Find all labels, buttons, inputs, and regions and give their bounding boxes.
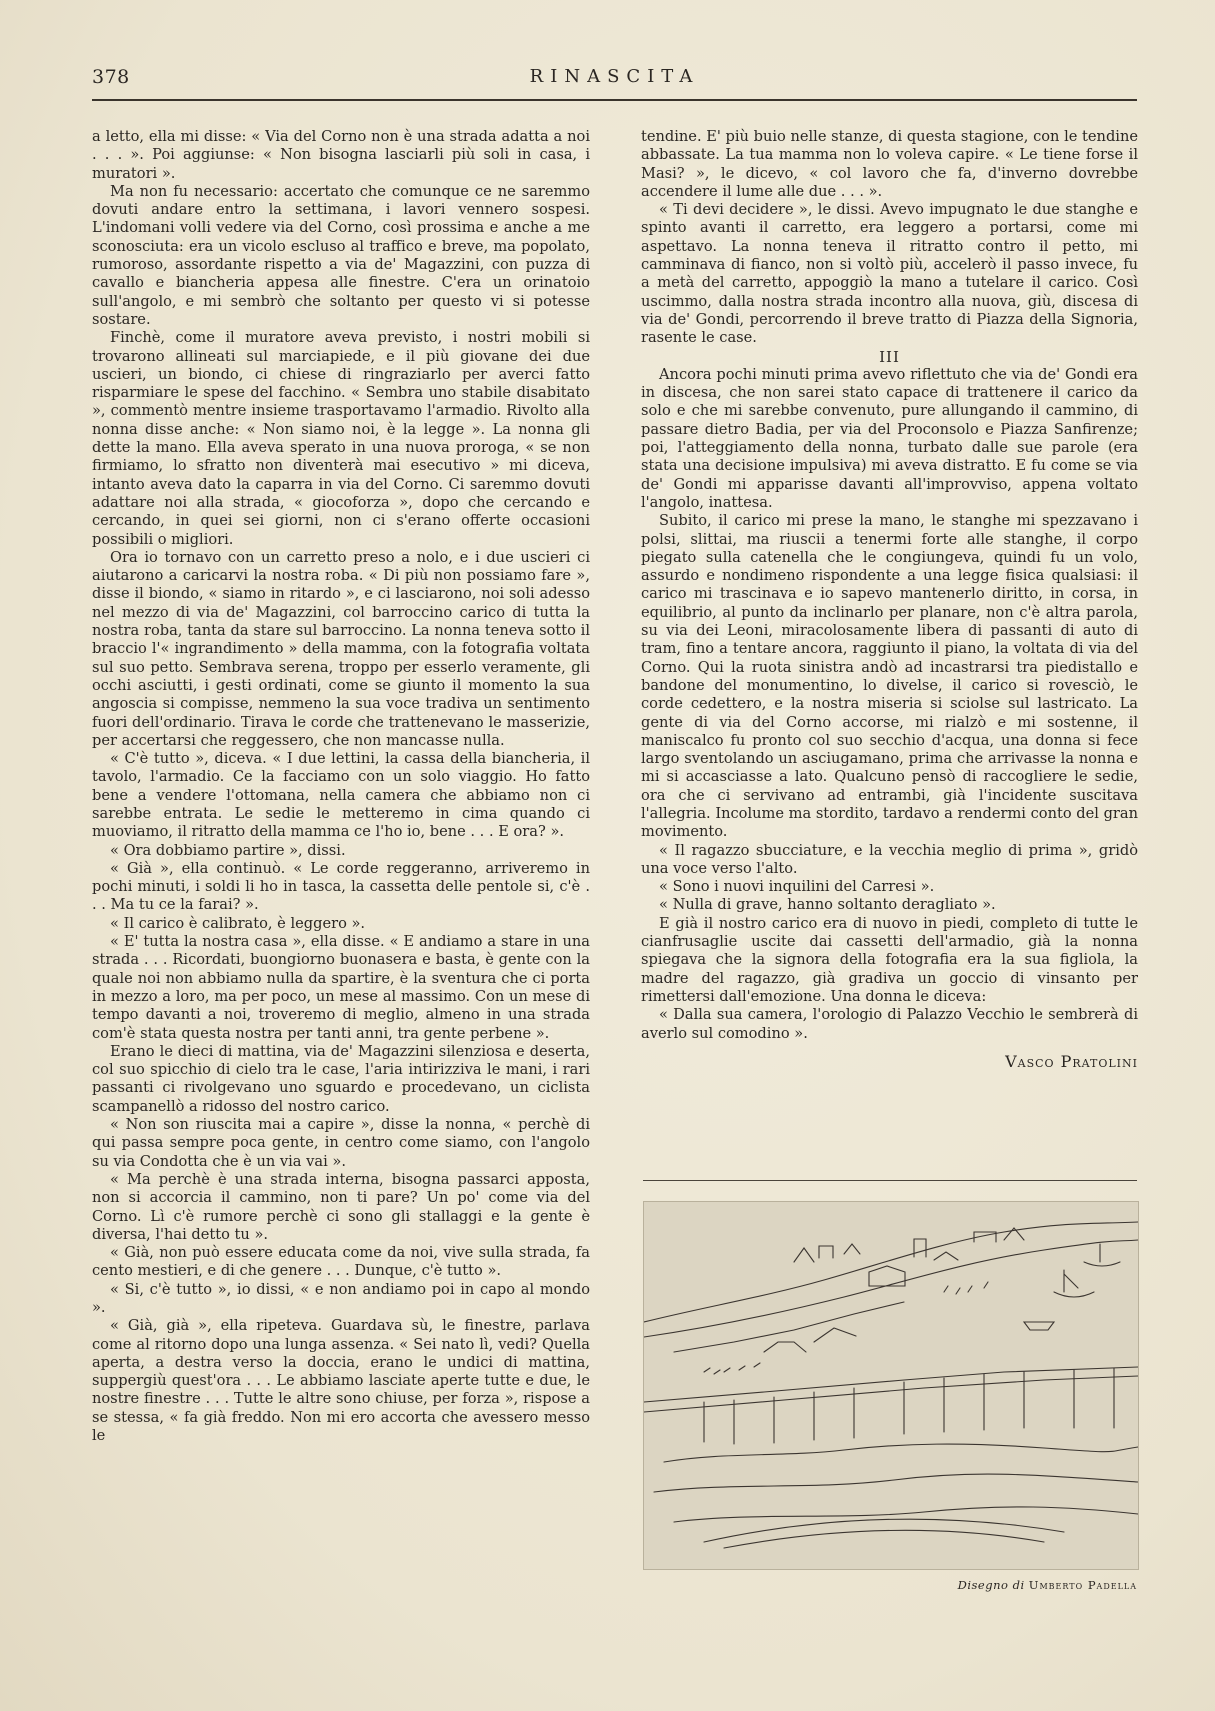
paragraph: « Si, c'è tutto », io dissi, « e non andiamo poi in capo al mondo ». bbox=[92, 1280, 590, 1316]
paragraph: « Ora dobbiamo partire », dissi. bbox=[110, 841, 346, 859]
paragraph: « Il ragazzo sbucciature, e la vecchia meglio di prima », gridò una voce verso l'alto. bbox=[641, 841, 1138, 877]
page-header bbox=[92, 66, 1137, 98]
paragraph: Ancora pochi minuti prima avevo riflettuto che via de' Gondi era in discesa, che non sarei stato capace di trattenere il carico da solo e che mi sarebbe convenuto, pure allungando il cammino, di passare dietro Badia, per via del Proconsolo e Piazza Sanfirenze; poi, l'atteggiamento della nonna, turbato dalle sue parole (era stata una decisione impulsiva) mi aveva distratto. E fu come se via de' Gondi mi apparisse davanti all'improvviso, appena voltato l'angolo, inattesa. bbox=[641, 365, 1138, 511]
section-heading: III bbox=[879, 347, 900, 366]
caption-prefix: Disegno di bbox=[957, 1578, 1025, 1592]
paragraph: tendine. E' più buio nelle stanze, di questa stagione, con le tendine abbassate. La tua mamma non lo voleva capire. « Le tiene forse il Masi? », le dicevo, « col lavoro che fa, d'inverno dovrebbe accendere il lume alle due . . . ». bbox=[641, 128, 1138, 200]
paragraph: « Nulla di grave, hanno soltanto deragliato ». bbox=[659, 896, 996, 914]
paragraph: « Già », ella continuò. « Le corde reggeranno, arriveremo in pochi minuti, i soldi li ho in tasca, la cassetta delle pentole si, c'è . . . Ma tu ce la farai? ». bbox=[92, 859, 590, 914]
left-column bbox=[92, 128, 590, 1445]
right-column bbox=[641, 128, 1138, 1071]
sketch-illustration bbox=[644, 1202, 1138, 1569]
paragraph: Ora io tornavo con un carretto preso a nolo, e i due uscieri ci aiutarono a caricarvi la nostra roba. « Di più non possiamo fare », disse il biondo, « siamo in ritardo », e ci lasciarono, noi soli adesso nel mezzo di via de' Magazzini, col barroccino carico di tutta la nostra roba, tanta da stare sul barroccino. La nonna teneva sotto il braccio l'« ingrandimento » della mamma, con la fotografia voltata sul suo petto. Sembrava serena, troppo per esserlo veramente, gli occhi asciutti, i gesti ordinati, come se giunto il momento la sua angoscia si compisse, nemmeno la sua voce tradiva un sentimento fuori dell'ordinario. Tirava le corde che trattenevano le masserizie, per accertarsi che reggessero, che non mancasse nulla. bbox=[92, 548, 590, 749]
paragraph: « Il carico è calibrato, è leggero ». bbox=[110, 914, 366, 932]
paragraph: Finchè, come il muratore aveva previsto, i nostri mobili si trovarono allineati sul marciapiede, e il più giovane dei due uscieri, un biondo, ci chiese di ringraziarlo per averci fatto risparmiare le spese del facchino. « Sembra uno stabile disabitato », commentò mentre insieme trasportavamo l'armadio. Rivolto alla nonna disse anche: « Non siamo noi, è la legge ». La nonna gli dette la mano. Ella aveva sperato in una nuova proroga, « se non firmiamo, lo sfratto non diventerà mai esecutivo » mi diceva, intanto aveva dato la caparra in via del Corno. Ci saremmo dovuti adattare noi alla strada, « giocoforza », dopo che cercando e cercando, in quei sei giorni, non ci s'erano offerte occasioni possibili o migliori. bbox=[92, 329, 590, 548]
page-number: 378 bbox=[92, 66, 130, 88]
paragraph: « Sono i nuovi inquilini del Carresi ». bbox=[659, 878, 935, 896]
paragraph: « C'è tutto », diceva. « I due lettini, la cassa della biancheria, il tavolo, l'armadio. Ce la facciamo con un solo viaggio. Ho fatto bene a vendere l'ottomana, nella camera che abbiamo non ci sarebbe entrata. Le sedie le metteremo in cima quando ci muoviamo, il ritratto della mamma ce l'ho io, bene . . . E ora? ». bbox=[92, 750, 590, 841]
author-signature: Vasco Pratolini bbox=[1005, 1051, 1138, 1071]
paragraph: a letto, ella mi disse: « Via del Corno non è una strada adatta a noi . . . ». Poi aggiunse: « Non bisogna lasciarli più soli in casa, i muratori ». bbox=[92, 128, 590, 182]
illustration-caption bbox=[643, 1578, 1137, 1592]
section-rule bbox=[643, 1180, 1137, 1181]
paragraph: « Dalla sua camera, l'orologio di Palazzo Vecchio le sembrerà di averlo sul comodino ». bbox=[641, 1006, 1138, 1042]
paragraph: Subito, il carico mi prese la mano, le stanghe mi spezzavano i polsi, slittai, ma riuscii a tenermi forte alle stanghe, il corpo piegato sulla catenella che le congiungeva, quindi fu un volo, assurdo e nondimeno rispondente a una legge fisica qualsiasi: il carico mi trascinava e io sapevo mantenerlo diritto, in corsa, in equilibrio, al punto da inclinarlo per planare, non c'è altra parola, su via dei Leoni, miracolosamente libera di passanti di auto di tram, fino a tentare ancora, raggiunto il piano, la voltata di via del Corno. Qui la ruota sinistra andò ad incastrarsi tra piedistallo e bandone del monumentino, lo divelse, il carico si rovesciò, le corde cedettero, e la nostra miseria si sciolse sul lastricato. La gente di via del Corno accorse, mi rialzò e mi sostenne, il maniscalco fu pronto col suo secchio d'acqua, una donna si fece largo sventolando un asciugamano, prima che arrivasse la nonna e mi si accasciasse a lato. Qualcuno pensò di raccogliere le sedie, ora che ci servivano ad entrambi, già l'incidente suscitava l'allegria. Incolume ma stordito, tardavo a rendermi conto del gran movimento. bbox=[641, 512, 1138, 841]
paragraph: Ma non fu necessario: accertato che comunque ce ne saremmo dovuti andare entro la settimana, i lavori vennero sospesi. L'indomani volli vedere via del Corno, così prossima e anche a me sconosciuta: era un vicolo escluso al traffico e breve, ma popolato, rumoroso, assordante rispetto a via de' Magazzini, con puzza di cavallo e biancheria appesa alle finestre. C'era un orinatoio sull'angolo, e mi sembrò che soltanto per questo vi si potesse sostare. bbox=[92, 182, 590, 328]
paragraph: « Ma perchè è una strada interna, bisogna passarci apposta, non si accorcia il cammino, non ti pare? Un po' come via del Corno. Lì c'è rumore perchè ci sono gli stallaggi e la gente è diversa, l'hai detto tu ». bbox=[92, 1170, 590, 1243]
paragraph: E già il nostro carico era di nuovo in piedi, completo di tutte le cianfrusaglie uscite dai cassetti dell'armadio, già la nonna spiegava che la signora della fotografia era la sua figliola, la madre del ragazzo, già gradiva un goccio di vinsanto per rimettersi dall'emozione. Una donna le diceva: bbox=[641, 914, 1138, 1005]
caption-artist: Umberto Padella bbox=[1028, 1578, 1137, 1592]
paragraph: « E' tutta la nostra casa », ella disse. « E andiamo a stare in una strada . . . Ricordati, buongiorno buonasera e basta, è gente con la quale noi non abbiamo nulla da spartire, è la sventura che ci porta in mezzo a loro, ma per poco, un mese al massimo. Con un mese di tempo davanti a noi, troveremo di meglio, almeno in una strada com'è stata questa nostra per tanti anni, tra gente perbene ». bbox=[92, 933, 590, 1042]
paragraph: « Non son riuscita mai a capire », disse la nonna, « perchè di qui passa sempre poca gente, in centro come siamo, con l'angolo su via Condotta che è un via vai ». bbox=[92, 1116, 590, 1170]
harbor-drawing bbox=[643, 1201, 1139, 1570]
paragraph: « Già, non può essere educata come da noi, vive sulla strada, fa cento mestieri, e di che genere . . . Dunque, c'è tutto ». bbox=[92, 1244, 590, 1280]
paragraph: Erano le dieci di mattina, via de' Magazzini silenziosa e deserta, col suo spicchio di cielo tra le case, l'aria intirizziva le mani, i rari passanti ci rivolgevano uno sguardo e procedevano, un ciclista scampanellò a ridosso del nostro carico. bbox=[92, 1042, 590, 1115]
paragraph: « Già, già », ella ripeteva. Guardava sù, le finestre, parlava come al ritorno dopo una lunga assenza. « Sei nato lì, vedi? Quella aperta, a destra verso la doccia, erano le undici di mattina, suppergiù quest'ora . . . Le abbiamo lasciate aperte tutte e due, le nostre finestre . . . Tutte le altre sono chiuse, per forza », rispose a se stessa, « fa già freddo. Non mi ero accorta che avessero messo le bbox=[92, 1317, 590, 1445]
paragraph: « Ti devi decidere », le dissi. Avevo impugnato le due stanghe e spinto avanti il carretto, era leggero a portarsi, come mi aspettavo. La nonna teneva il ritratto contro il petto, mi camminava di fianco, non si voltò più, accelerò il passo invece, fu a metà del carretto, appoggiò la mano a tutelare il carico. Così uscimmo, dalla nostra strada incontro alla nuova, giù, discesa di via de' Gondi, percorrendo il breve tratto di Piazza della Signoria, rasente le case. bbox=[641, 201, 1138, 347]
header-rule bbox=[92, 99, 1137, 101]
journal-title: RINASCITA bbox=[529, 66, 700, 87]
